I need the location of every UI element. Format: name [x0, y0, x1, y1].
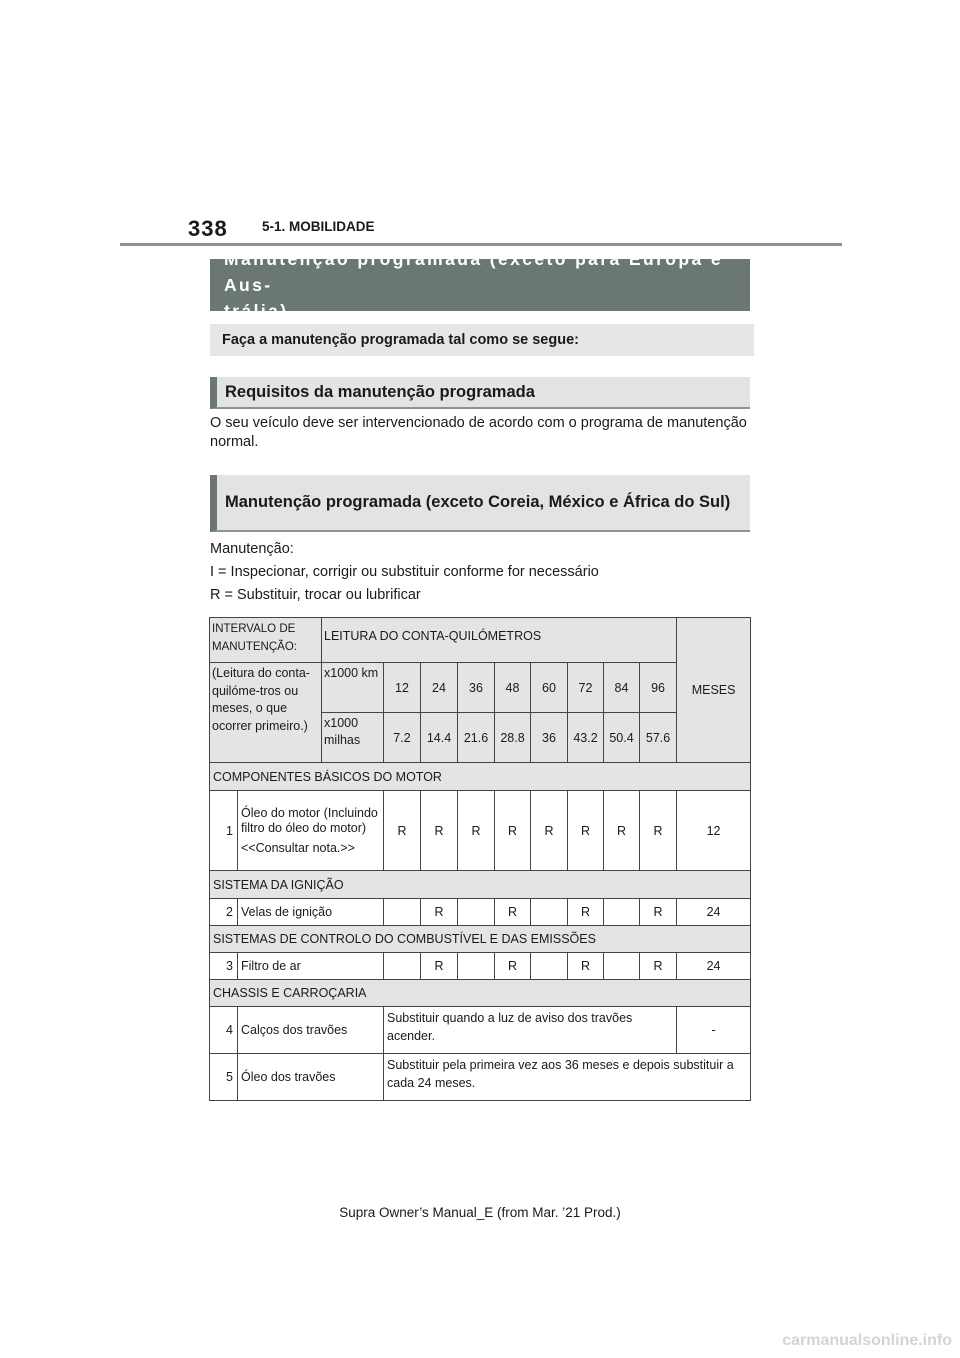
- mark-cell: R: [568, 899, 604, 926]
- mark-cell: R: [495, 791, 531, 871]
- km-value: 24: [421, 663, 458, 713]
- watermark: carmanualsonline.info: [782, 1332, 952, 1349]
- maintenance-table-body: [209, 762, 751, 1101]
- section-chassis: CHASSIS E CARROÇARIA: [210, 980, 751, 1007]
- section-row: [210, 980, 751, 1007]
- mark-cell: R: [568, 791, 604, 871]
- legend-i: I = Inspecionar, corrigir ou substituir conforme for necessário: [210, 564, 599, 580]
- row-number: 5: [210, 1054, 238, 1101]
- section-title: 5-1. MOBILIDADE: [262, 219, 375, 234]
- intro-text: Faça a manutenção programada tal como se segue:: [222, 332, 579, 348]
- months-cell: 24: [677, 953, 751, 980]
- row-instruction: Substituir pela primeira vez aos 36 meses e depois substituir a cada 24 meses.: [384, 1054, 751, 1101]
- mile-value: 43.2: [568, 713, 604, 763]
- section-row: [210, 926, 751, 953]
- km-unit: x1000 km: [322, 663, 384, 713]
- row-number: 4: [210, 1007, 238, 1054]
- table-row: [210, 899, 751, 926]
- row-item: [238, 791, 384, 871]
- interval-label: INTERVALO DE MANUTENÇÃO:: [210, 618, 322, 663]
- months-cell: -: [677, 1007, 751, 1054]
- schedule-heading: [210, 475, 750, 532]
- mark-cell: [604, 953, 640, 980]
- km-value: 60: [531, 663, 568, 713]
- row-item-name: Velas de ignição: [238, 899, 384, 926]
- requirements-heading: [210, 377, 750, 409]
- section-row: [210, 763, 751, 791]
- mark-cell: R: [495, 899, 531, 926]
- km-value: 96: [640, 663, 677, 713]
- mark-cell: [384, 899, 421, 926]
- km-value: 12: [384, 663, 421, 713]
- mark-cell: [458, 953, 495, 980]
- page-number: 338: [188, 216, 228, 241]
- mile-value: 21.6: [458, 713, 495, 763]
- reading-note: (Leitura do conta-quilóme-tros ou meses, o que ocorrer primeiro.): [210, 663, 322, 763]
- section-row: [210, 871, 751, 899]
- row-item-name: Óleo dos travões: [238, 1054, 384, 1101]
- schedule-heading-text: Manutenção programada (exceto Coreia, México e África do Sul): [225, 493, 731, 511]
- row-number: 2: [210, 899, 238, 926]
- mark-cell: R: [421, 791, 458, 871]
- section-engine: COMPONENTES BÁSICOS DO MOTOR: [210, 763, 751, 791]
- mile-value: 50.4: [604, 713, 640, 763]
- mark-cell: [531, 899, 568, 926]
- requirements-heading-text: Requisitos da manutenção programada: [225, 382, 535, 401]
- row-number: 1: [210, 791, 238, 871]
- table-row: [210, 1007, 751, 1054]
- section-fuel: SISTEMAS DE CONTROLO DO COMBUSTÍVEL E DAS EMISSÕES: [210, 926, 751, 953]
- table-row: [210, 1054, 751, 1101]
- mark-cell: R: [421, 899, 458, 926]
- miles-unit: x1000 milhas: [322, 713, 384, 763]
- km-value: 72: [568, 663, 604, 713]
- mile-value: 57.6: [640, 713, 677, 763]
- requirements-text: O seu veículo deve ser intervencionado de acordo com o programa de manutenção normal.: [210, 415, 747, 450]
- km-value: 84: [604, 663, 640, 713]
- mark-cell: [384, 953, 421, 980]
- maintenance-table-header: [209, 617, 751, 763]
- row-item-name: Calços dos travões: [238, 1007, 384, 1054]
- row-item-name: Filtro de ar: [238, 953, 384, 980]
- km-value: 36: [458, 663, 495, 713]
- section-ignition: SISTEMA DA IGNIÇÃO: [210, 871, 751, 899]
- reading-label: LEITURA DO CONTA-QUILÓMETROS: [322, 618, 677, 663]
- legend-r: R = Substituir, trocar ou lubrificar: [210, 587, 421, 603]
- mark-cell: R: [531, 791, 568, 871]
- months-cell: 24: [677, 899, 751, 926]
- months-label: MESES: [677, 618, 751, 763]
- mark-cell: R: [604, 791, 640, 871]
- mark-cell: R: [421, 953, 458, 980]
- mark-cell: [604, 899, 640, 926]
- row-instruction: Substituir quando a luz de aviso dos travões acender.: [384, 1007, 677, 1054]
- mark-cell: [458, 899, 495, 926]
- main-heading-line1: Manutenção programada (exceto para Europa e Aus-: [224, 249, 724, 295]
- table-row: [210, 953, 751, 980]
- mark-cell: R: [640, 899, 677, 926]
- mile-value: 36: [531, 713, 568, 763]
- mark-cell: R: [458, 791, 495, 871]
- km-value: 48: [495, 663, 531, 713]
- row-number: 3: [210, 953, 238, 980]
- mark-cell: R: [495, 953, 531, 980]
- mark-cell: R: [640, 791, 677, 871]
- main-heading-line2: trália): [224, 301, 289, 321]
- mile-value: 14.4: [421, 713, 458, 763]
- table-row: [210, 791, 751, 871]
- mark-cell: R: [640, 953, 677, 980]
- months-cell: 12: [677, 791, 751, 871]
- main-heading: [210, 249, 750, 321]
- mark-cell: R: [568, 953, 604, 980]
- mark-cell: R: [384, 791, 421, 871]
- intro-box: [210, 324, 754, 356]
- row-item-note: <<Consultar nota.>>: [241, 840, 355, 855]
- row-item-name: Óleo do motor (Incluindo filtro do óleo do motor): [241, 805, 378, 835]
- footer: Supra Owner’s Manual_E (from Mar. ’21 Prod.): [339, 1205, 621, 1220]
- mile-value: 7.2: [384, 713, 421, 763]
- mark-cell: [531, 953, 568, 980]
- legend-title: Manutenção:: [210, 541, 294, 557]
- mile-value: 28.8: [495, 713, 531, 763]
- legend: [210, 540, 750, 609]
